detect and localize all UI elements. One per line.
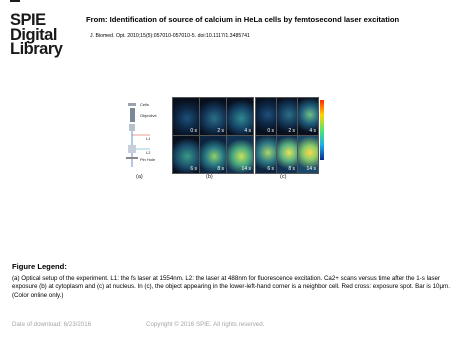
panel-b-frame-2 [199,97,227,136]
panel-label-a: (a) [136,174,143,180]
spie-digital-library-logo [10,1,70,57]
article-citation[interactable]: J. Biomed. Opt. 2010;15(5):057010-057010-5. doi:10.1117/1.3485741 [90,33,250,39]
timestamp: 0 s [190,128,197,134]
setup-label-pinhole: Pin Hole [140,157,156,162]
setup-label-l2: L2 [146,150,151,155]
panel-label-c: (c) [280,174,287,180]
panel-b-frame-6 [226,135,254,174]
figure-legend-heading: Figure Legend: [12,262,67,271]
logo-line-1: SPIE [10,11,46,29]
panel-b-frame-1 [172,97,200,136]
panel-b-frame-5 [199,135,227,174]
panel-c-frame-3 [297,97,319,136]
logo-line-3: Library [10,40,63,58]
timestamp: 14 s [241,166,251,172]
setup-label-objective: Objective [140,113,157,118]
timestamp: 6 s [267,166,274,172]
copyright-notice: Copyright © 2016 SPIE. All rights reserved. [146,321,265,328]
color-scale-bar [320,100,324,160]
panel-c-frame-6 [297,135,319,174]
timestamp: 8 s [288,166,295,172]
panel-c-frame-4 [255,135,277,174]
panel-b-frame-3 [226,97,254,136]
article-title: From: Identification of source of calcium in HeLa cells by femtosecond laser excitation [86,15,400,24]
panel-c-frame-1 [255,97,277,136]
figure-image [120,97,325,182]
timestamp: 2 s [217,128,224,134]
timestamp: 2 s [288,128,295,134]
figure-legend-text: (a) Optical setup of the experiment. L1: the fs laser at 1554nm. L2: the laser at 488nm for fluorescence excitation. Ca2+ scans versus time after the 1-s laser exposure (b) at cytoplasm and (c) at nucleus. In (c), the object appearing in the lower-left-hand corner is a neighbor cell. Red cross: exposure spot. Bar is 10μm. (Color online only.) [12,275,450,299]
timestamp: 8 s [217,166,224,172]
panel-c-frame-2 [276,97,298,136]
optical-setup-diagram [120,97,168,172]
timestamp: 4 s [309,128,316,134]
logo-line-2: Digital [10,25,57,44]
panel-b-frame-4 [172,135,200,174]
timestamp: 14 s [306,166,316,172]
timestamp: 6 s [190,166,197,172]
panel-c-frame-5 [276,135,298,174]
setup-label-cells: Cells [140,102,149,107]
setup-label-l1: L1 [146,136,151,141]
download-date: Date of download: 6/23/2016 [12,321,92,328]
panel-label-b: (b) [206,174,213,180]
timestamp: 4 s [244,128,251,134]
timestamp: 0 s [267,128,274,134]
